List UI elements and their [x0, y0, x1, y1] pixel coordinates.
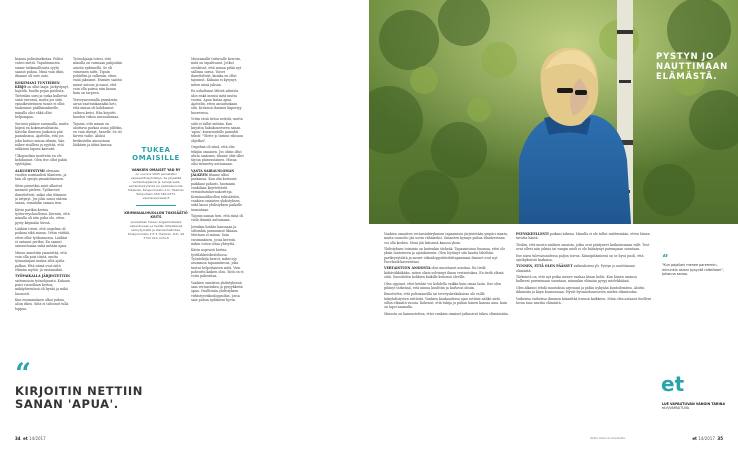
paragraph: Tajusin, että minun on aloittava parkaa asiaa jollekin, en vain itsenyt, henelle. Se oli hirveä vaihe. Aluksi keskustelin ainoastaan lääkärin ja äitini kanssa.: [73, 121, 123, 148]
pull-quote: KIRJOITIN NETTIIN SANAN 'APUA'.: [15, 384, 143, 411]
box-title: TUKEA OMAISILLE: [132, 146, 180, 162]
magazine-name: et: [692, 436, 697, 441]
web-story-title: LUE VAPAUTUVAN VANGIN TARINA: [662, 402, 725, 406]
magazine-logo[interactable]: et: [661, 372, 685, 396]
paragraph: kanssa poliisitarkistaa. Poliisi valvoi mettä. Tapahtumesta emme tutkimalltoista syytä saanut puhua. Minä vain itkin, itkanne oli oset outo.: [15, 57, 65, 79]
photo-headline: PYSTYN JO NAUTTIMAAN ELÄMÄSTÄ.: [656, 52, 729, 82]
paragraph: Tiedän, että monta vankien omaista, jotka ovat päätyneet katkaisemaan välit. Teot ovat olleet niin julmia tai vangin mieli ei ole kääntynyt parempaan suuntaan.: [516, 242, 650, 252]
page-folio-left: [15, 436, 46, 441]
paragraph: Jotenkin heidän kanssaan ja siltoinkin paranumut liksaan. Muttaan ei minua. Sain ensimmäisen, jossa kerroin, mihin voisin ottaa yhteyttä.: [191, 224, 239, 246]
article-column-3: [191, 57, 244, 434]
paragraph: Ihmettelen, että polisiaaseilla tai terveyskeskuksissa ole esillä tukiyhdistysten esitteitä. Vankien kuukaudessa ajan sottisin nähkö niitä sillon elämätä vuosia. Kokenut, että tukija ja puhun hänen kanssa aina, kuin on lapsi saamalla.: [384, 292, 508, 310]
portrait-photo: [369, 0, 738, 224]
paragraph: olemaan vuoden normaalisti tilanteen, ja hän oli syntyn ymmärtänenen.: [15, 168, 67, 182]
paragraph: Työnohjaaja totesi, että minulla on varmaan pahjonkin asioita sydämellä. Se oli viimeinen niitti. Tipuin pohtiflen ja valkenin, etten enää jaksanut. Esimies saattoi minut autoon ja sanoi, että voin olla poissa niin kauan kuin on tarpeen.: [73, 57, 123, 96]
paragraph: Lääkäri totesi, että ongelma oli poikani eikä minun. Yritin väittää, etten ollut työkunnossa. Lääkäri ei antanut periksi. En saanut sairauslomaa enkä mitään apua.: [15, 227, 70, 249]
issue-number: 14/2017: [698, 436, 715, 441]
paragraph-lead: VASTA SAIRAUSLOMAN JÄLKEEN: [191, 168, 235, 178]
paragraph: Minun annettiin ymmärtää, että voin olla pois töistä, mutta työnantajani maksa siltä ajalta palkaa. Että nämä ovat niitä elämän myötä- ja vastamäkiä.: [15, 250, 67, 272]
box-divider: [136, 205, 176, 206]
paragraph: Yritin etsiä tietoa netistä, mutta siitä ei tullut mitään. Kun kirjoitin hakukoneeseen sanan 'apua', kuvaruudulle pamahti teksti: "Olette jo tarinut riksuun ohjelkoi".: [191, 117, 243, 143]
paragraph: En uskaltanut lähteä aiheista ulos enkä menisi mitä mutta vuosia. Apua lastaa apua. Ajattelin, etten ansaitsekaan sitä. Kriisissä ihmisen käpertyy kuoreensa.: [191, 89, 242, 115]
paragraph: Tärkeintä on, että nyt poika menee vanhaa kinan kohti. Kun hänen asiansa kulkevat paremmaan suuntaan, minunkin elämäni pysyy mielekkäänä.: [516, 275, 637, 284]
quote-mark-icon: “: [662, 253, 669, 264]
paragraph: Vaikeissa vaiheissa ihminen kiinnittää itsensä kaikkeen. Minä olen antanut itselleni luvan taas nauttia elämästä.: [516, 296, 651, 305]
paragraph-lead: KOKEMANI TUNTEIDEN KIRJO: [15, 80, 60, 89]
article-column-5: [516, 232, 651, 432]
name-changed-note: Äidin nimi on muutettu.: [590, 436, 627, 440]
paragraph-lead: PSYYKKEELLESTI: [516, 232, 549, 236]
paragraph: Surustu päässe surumalla, mutta häpeä en kokenaivalitaista. Kävelin ihmisen joukossa pää painuksissa. Ajattelin, että jos joku katsoo minua silmiin, hän näkee sisälleni ja syyttää, että sellaisen lapsen kasvatit.: [15, 121, 69, 152]
paragraph: Kävin nopeasti kertaa työtilahkeiskestelussa. Työnteköjä kerrot, miksi syy asumassa tapaamisessa, joka tuntui helpottaneen mitä. Voin paheuttu kaiken olon. Siitä on ei voitu paheuttaa.: [191, 248, 244, 279]
paragraph: on ollut laaja: järkyttynyt, hajeälä, huolta pojan puolesta. Tietenkin suru ja tuska kulkevat siinä vierossä, mutta jos siitä epäoikeutetnnen tunne ei ollut tunkennut päällimmäiselle, minulla olisi ehkä ollut helpompaa.: [15, 84, 69, 120]
paragraph-lead: TUNNEN, ETTÄ OLEN PÄÄSSYT: [516, 264, 573, 269]
paragraph: Olen alkanut tehdä muutoksia arjessani ja pidän nykyään kuntoilemista. Aloitin ikkunoita ja käyn kunnossaan. Hyvät hyvinnidonnisesta mielen elämässäni.: [516, 285, 645, 295]
right-page: [369, 0, 738, 450]
paragraph-lead: TYÖPAIKALLA JÄRJESTETTIIN: [15, 274, 70, 279]
paragraph: vaikeuksieni yli. Pystyn jo nauttimaan elämästä.: [516, 264, 635, 273]
article-column-1: [15, 57, 70, 375]
paragraph: Yhdistyksen toiminta on kuitenkin tärkeää. Tapaamisissa huomaa, ettei ole yksin tunteineen ja ajatuksineen. Olen löytänyt sitä kautta läheltäni parikrysytiöitä ja monet viikonloppuleiritättapaamani ihmiset ovat nyt Facebook-kavereitani.: [384, 247, 506, 264]
box-text: on vuonna 2005 perustettu vapaaehtoisyhdistys. Se järjestää vertaistuppäiviä ja -leirejä sekä vertaistukiryhmiä eri paikkakunnilla. Tukipiste, Kinaporinkatu 2 D, Helsinki. Tukipuhelin 050 340 0373. vankienomaiset.fi: [127, 172, 185, 201]
paragraph: olen muuttanut asioitaa. En tiedä kättäväkkäkään, miten olisin selvinnyt ilman vertaistukea. En tiedä elämä siitä. Suosittelen kokkien kaikille kriisissä oleville.: [384, 266, 504, 280]
paragraph-lead: ALKUSHYSTYMI: [15, 168, 45, 173]
paragraph: Vankien omaisten yhdistyksenä sain vertaistukea ja pysyykkeitä apua. Osallistuin yhdistyksen virkistysviikonloppuihin, jossa sain puhua sydämeni hyvin.: [191, 280, 243, 302]
page-number: 35: [717, 436, 723, 441]
paragraph: Tajusin saman tien, että siinä oli vielä ihmisiä auttamaan.: [191, 214, 244, 223]
paragraph: Itse näen tulevaisuudessa paljon toivoa. Kiinnipitämiseni on se hyvä puoli, että syntkyksiistä karkaisa.: [516, 253, 644, 262]
web-story-note: [662, 402, 726, 411]
paragraph: Terveysasemalla ymmärrän aivan vaattuiskannäki heti, että minua oli kohdannut valtava kriisi. Hän kirjoitti kuuden viikon sairauslomaa.: [73, 97, 120, 120]
article-column-4: [384, 232, 509, 432]
paragraph: Ulkopuolisia moitteita en ole kohdannut. Olen itse ollut pahin syyttäjäni.: [15, 153, 68, 167]
quote-mark-icon: “: [15, 357, 32, 390]
paragraph: Siten pienetkin asiat alkoivat menneä pieleen. Työkaverit ihmettelivät, miksi olin tilannen ja ärtynyt. Jos joku sanoi väärän sanan, romahdin saman tien.: [15, 183, 67, 206]
support-info-box: [124, 146, 188, 292]
paragraph: Kun ensimmäinen alkoi puhua, aloin itkeä. Siitä ei tahtonut tulla loppua.: [15, 298, 69, 311]
box-heading: VANKIEN OMAISET YAD RY: [131, 168, 181, 172]
web-story-link[interactable]: et.fi/VAPAUTUVA: [662, 406, 690, 411]
side-quote-text: "Kun pojallani menee paremmin, minunkin asiani pysyvät raiteillaan", Johanna sanoo.: [662, 263, 724, 277]
box-text: puolestaan tukee rangaistukseste vapautuneen ja heidän läheistensä selviytymistä ja elämänhallintaa. Kinaporinkatu 2 E 3, Helsinki. Puh. 09 7743 410. krits.fi: [127, 219, 185, 240]
paragraph-lead: VERTAISTUEN ANSIOSTA: [384, 266, 431, 271]
side-quote: [662, 255, 724, 277]
article-column-2: [73, 57, 123, 387]
paragraph: Muutamalle tuttavalle kerroin, mitä on tapahtunut. Jotkut oivalsivat, että minun pitää nyt sallinsa surua. Toiset ihmettelivät, kuinka en ollut tajunnut. Kukaan ei kysynyt, miten minä jaksan.: [191, 57, 242, 87]
paragraph: tilanne alkoi parkanua. Kun olin kertonut paikkani pahasti, huomasin vankilaan kirjetettäviä vertaistuenkeruukortteja. Kriminaalihuollon tukisäätiön, vankien omaisten yhdistyksen sekä kuusi yhdistyksen paikalle tunnistaan.: [191, 173, 242, 212]
paragraph: Minusta on kannustettua, ettei vankien omaiset jatkasivat tukea elämässään.: [384, 311, 509, 316]
paragraph: Olen oppinut, ettei ketään voi kohdella vaikka kuin omaa lasta. Itse olen pitänyt tärkeänä, että minua kuulttiin ja kurlavat olisiin.: [384, 281, 501, 290]
box-heading: KRIMINAALIHUOLLON TUKISÄÄTIÖ KRITS: [124, 211, 188, 220]
issue-number: 14/2017: [29, 436, 46, 441]
paragraph: Kävin parikin kertaa työterveyshuollossa. Kerroin, että minulla oli niin paha olo, etten pysty käymään töissä.: [15, 207, 70, 225]
paragraph: Vankien omaisten vertaistukiryhmien tapaamista järjestetään ympäri maata, mutta osanotto jää usein vähäiseksi. Omaisten kynnys puhua tilanteestaan voi olla korkea. Moni jää kriisinsä kanssa yksin.: [384, 232, 508, 245]
page-number: 34: [15, 436, 21, 441]
paragraph: sattumoisin työnohjausta. Kukaan päivi vuorollaan kertoa, mikäyhteisössä oli hyvää ja mikä huonosti.: [15, 278, 70, 296]
magazine-name: et: [23, 436, 28, 441]
paragraph: Ongelma oli siinä, että olin tekijän omainen. Jos olisin ollut uhrin omainen, tilanne olisi ollut täysin päinvastainen. Minua olisi riennetty auttamaan.: [191, 145, 244, 167]
paragraph: poikani tukena. Minulla ei ole tullut mielenmään, etten hänen tavatta häntä.: [516, 232, 650, 241]
page-folio-right: [692, 436, 723, 441]
forest-photo-illustration: [369, 0, 738, 224]
